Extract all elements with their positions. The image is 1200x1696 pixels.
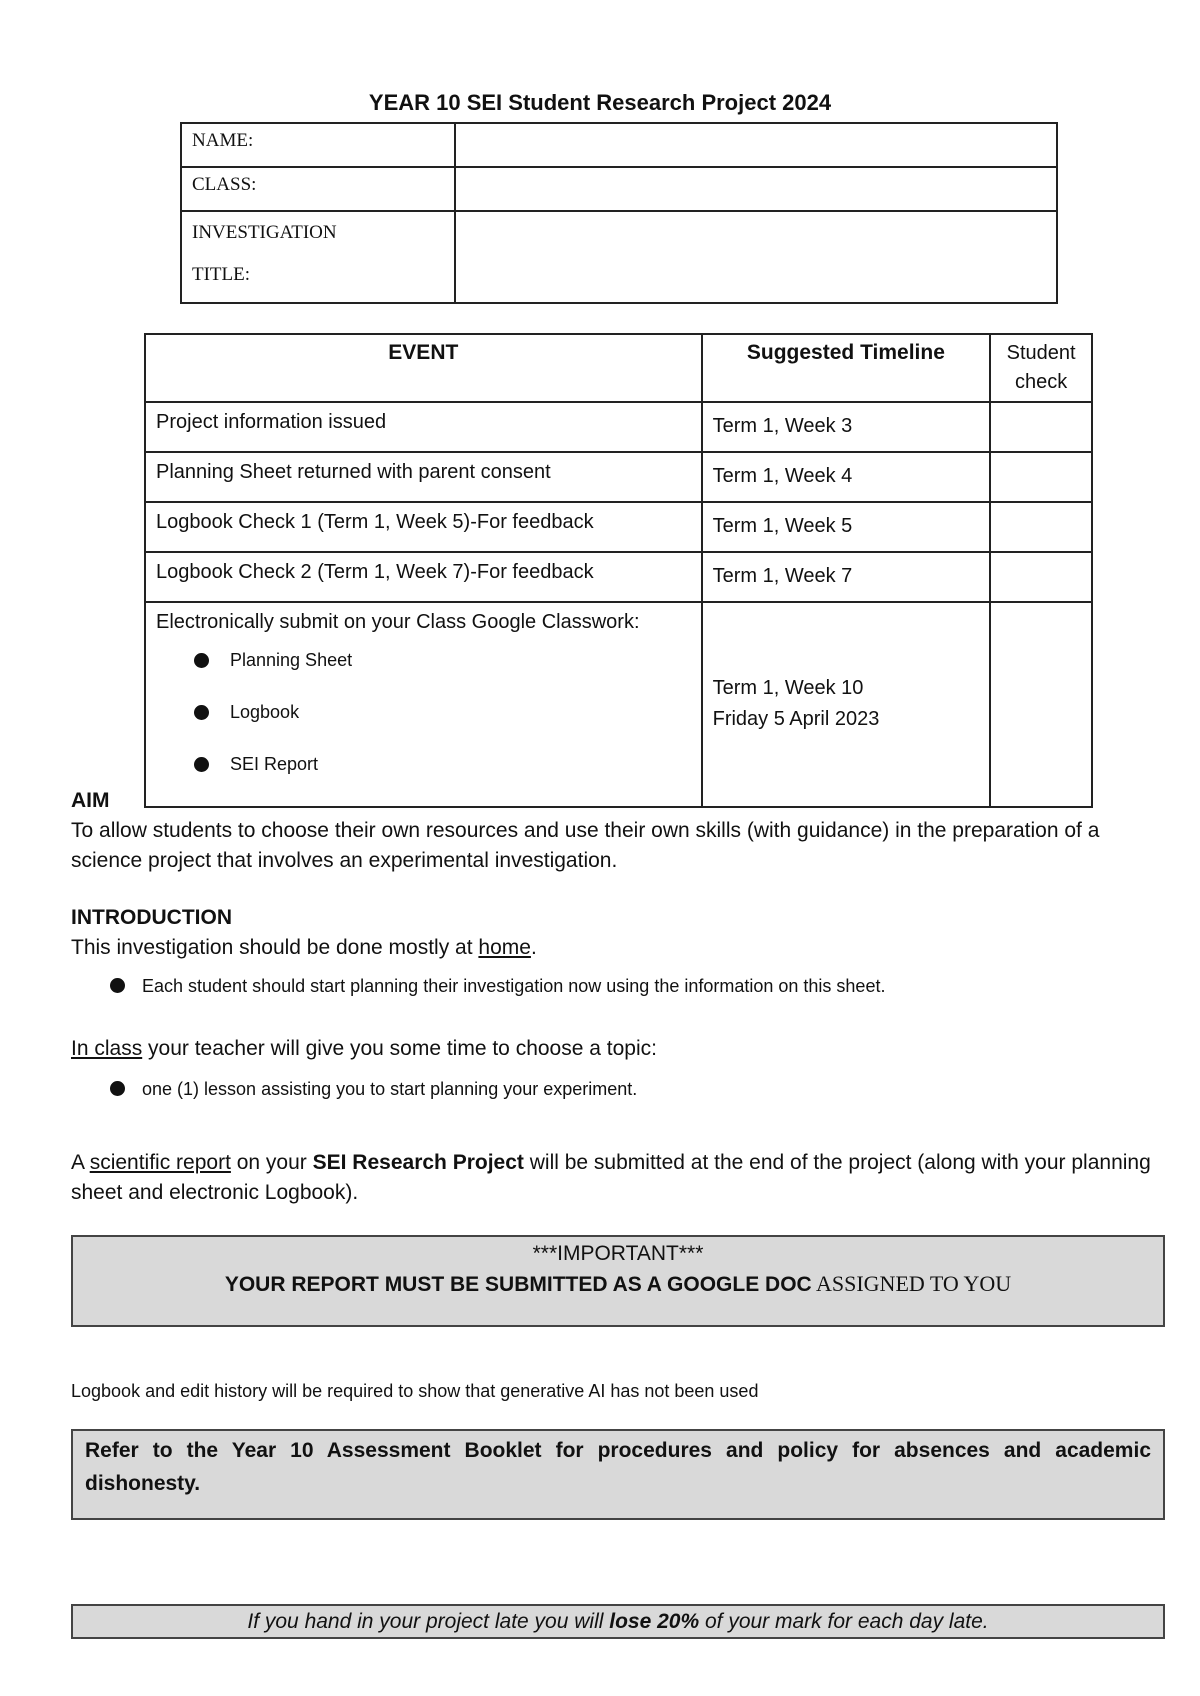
submit-event-cell: Electronically submit on your Class Google Classwork: Planning Sheet Logbook SEI Report — [145, 602, 702, 807]
student-check-cell[interactable] — [990, 402, 1092, 452]
important-heading: ***IMPORTANT*** — [532, 1242, 704, 1265]
student-check-cell[interactable] — [990, 502, 1092, 552]
table-row — [145, 402, 1092, 452]
introduction-text: This investigation should be done mostly at home. — [71, 936, 537, 959]
bullet-icon — [194, 653, 209, 668]
investigation-title-field[interactable] — [455, 211, 1057, 303]
table-row — [145, 502, 1092, 552]
important-notice-box — [71, 1235, 1165, 1327]
important-message: YOUR REPORT MUST BE SUBMITTED AS A GOOGLE DOC ASSIGNED TO YOU — [224, 1271, 1012, 1296]
event-cell: Project information issued — [145, 402, 702, 452]
name-field[interactable] — [455, 123, 1057, 167]
table-row — [145, 552, 1092, 602]
bullet-icon — [194, 757, 209, 772]
aim-section — [71, 786, 1165, 876]
bullet-icon — [110, 1081, 125, 1096]
timeline-cell: Term 1, Week 5 — [702, 502, 991, 552]
student-check-cell[interactable] — [990, 552, 1092, 602]
table-row — [145, 602, 1092, 807]
aim-text: To allow students to choose their own resources and use their own skills (with guidance) in the preparation of a science project that involves an experimental investigation. — [71, 819, 1100, 872]
late-penalty-box: If you hand in your project late you will lose 20% of your mark for each day late. — [71, 1604, 1165, 1639]
list-item: Logbook — [194, 694, 691, 746]
student-check-cell[interactable] — [990, 602, 1092, 807]
list-item: SEI Report — [194, 746, 691, 798]
student-check-cell[interactable] — [990, 452, 1092, 502]
event-timeline-table — [144, 333, 1093, 808]
bullet-icon — [194, 705, 209, 720]
submit-timeline-cell: Term 1, Week 10 Friday 5 April 2023 — [702, 602, 991, 807]
timeline-cell: Term 1, Week 4 — [702, 452, 991, 502]
timeline-cell: Term 1, Week 3 — [702, 402, 991, 452]
logbook-note: Logbook and edit history will be required to show that generative AI has not been used — [71, 1381, 759, 1401]
timeline-header: Suggested Timeline — [702, 334, 991, 402]
timeline-cell: Term 1, Week 7 — [702, 552, 991, 602]
student-check-header: Student check — [990, 334, 1092, 402]
list-item: one (1) lesson assisting you to start planning your experiment. — [110, 1079, 637, 1100]
aim-heading: AIM — [71, 789, 110, 812]
name-label: NAME: — [181, 123, 455, 167]
bullet-icon — [110, 978, 125, 993]
class-field[interactable] — [455, 167, 1057, 211]
list-item: Planning Sheet — [194, 642, 691, 694]
page-title: YEAR 10 SEI Student Research Project 2024 — [368, 90, 832, 115]
student-info-table — [180, 122, 1058, 304]
investigation-title-label: INVESTIGATION TITLE: — [181, 211, 455, 303]
submit-items-list — [156, 642, 691, 798]
class-label: CLASS: — [181, 167, 455, 211]
event-cell: Logbook Check 1 (Term 1, Week 5)-For feedback — [145, 502, 702, 552]
introduction-heading: INTRODUCTION — [71, 906, 232, 929]
event-cell: Logbook Check 2 (Term 1, Week 7)-For feedback — [145, 552, 702, 602]
introduction-section — [71, 903, 1165, 963]
report-paragraph: A scientific report on your SEI Research Project will be submitted at the end of the project (along with your planning sheet and electronic Logbook). — [71, 1151, 1151, 1204]
event-header: EVENT — [145, 334, 702, 402]
in-class-text: In class your teacher will give you some time to choose a topic: — [71, 1037, 657, 1060]
event-cell: Planning Sheet returned with parent consent — [145, 452, 702, 502]
table-row — [145, 452, 1092, 502]
list-item: Each student should start planning their investigation now using the information on this sheet. — [110, 976, 885, 997]
refer-notice-box: Refer to the Year 10 Assessment Booklet for procedures and policy for absences and academic dishonesty. — [71, 1429, 1165, 1520]
